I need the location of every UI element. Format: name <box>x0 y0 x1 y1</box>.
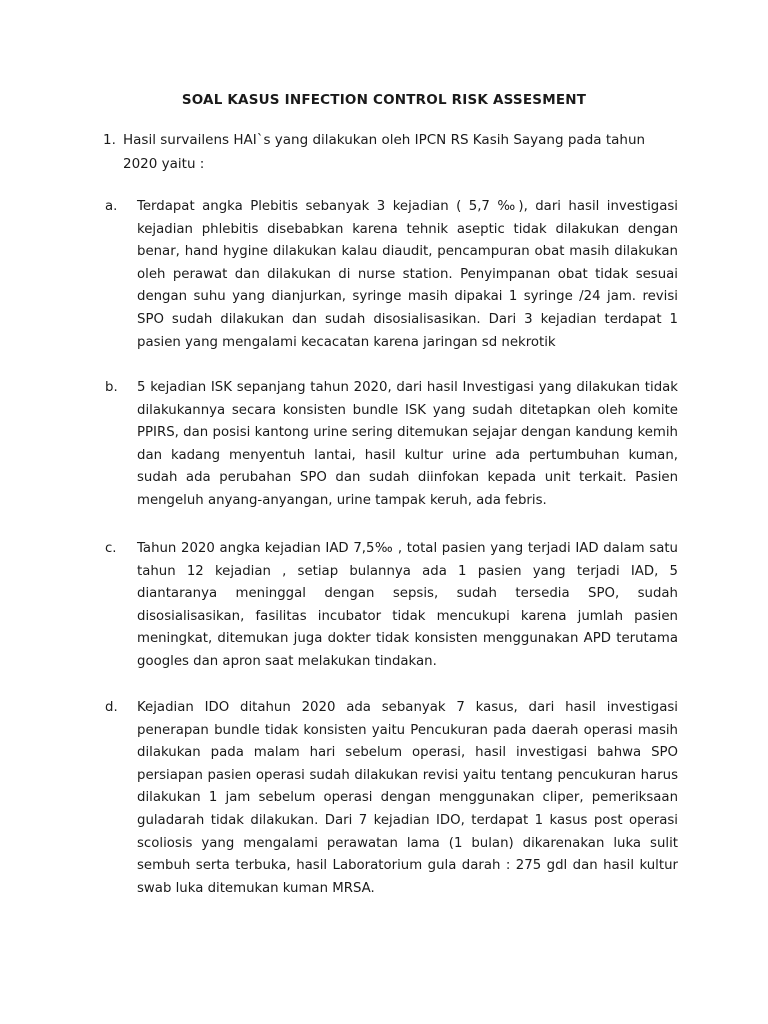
case-letter: c. <box>105 541 117 556</box>
question-1 <box>103 128 683 176</box>
question-number: 1. <box>103 132 116 148</box>
case-letter: d. <box>105 700 118 715</box>
case-text: Tahun 2020 angka kejadian IAD 7,5‰ , total pasien yang terjadi IAD dalam satu tahun 12 kejadian , setiap bulannya ada 1 pasien yang terjadi IAD, 5 diantaranya meninggal dengan sepsis, sudah tersedia SPO, sudah disosialisasikan, fasilitas incubator tidak mencukupi karena jumlah pasien meningkat, ditemukan juga dokter tidak konsisten menggunakan APD terutama googles dan apron saat melakukan tindakan. <box>137 541 678 669</box>
question-text: Hasil survailens HAI`s yang dilakukan oleh IPCN RS Kasih Sayang pada tahun 2020 yaitu : <box>123 132 646 172</box>
document-title: SOAL KASUS INFECTION CONTROL RISK ASSESMENT <box>181 92 587 108</box>
case-text: Terdapat angka Plebitis sebanyak 3 kejadian ( 5,7 ‰), dari hasil investigasi kejadian phlebitis disebabkan karena tehnik aseptic tidak dilakukan dengan benar, hand hygine dilakukan kalau diaudit, pencampuran obat masih dilakukan oleh perawat dan dilakukan di nurse station. Penyimpanan obat tidak sesuai dengan suhu yang dianjurkan, syringe masih dipakai 1 syringe /24 jam. revisi SPO sudah dilakukan dan sudah disosialisasikan. Dari 3 kejadian terdapat 1 pasien yang mengalami kecacatan karena jaringan sd nekrotik <box>137 199 678 350</box>
case-item-c <box>105 538 678 674</box>
case-item-a <box>105 196 678 354</box>
case-letter: b. <box>105 380 118 395</box>
case-letter: a. <box>105 199 118 214</box>
case-text: Kejadian IDO ditahun 2020 ada sebanyak 7 kasus, dari hasil investigasi penerapan bundle tidak konsisten yaitu Pencukuran pada daerah operasi masih dilakukan pada malam hari sebelum operasi, hasil investigasi bahwa SPO persiapan pasien operasi sudah dilakukan revisi yaitu tentang pencukuran harus dilakukan 1 jam sebelum operasi dengan menggunakan cliper, pemeriksaan guladarah tidak dilakukan. Dari 7 kejadian IDO, terdapat 1 kasus post operasi scoliosis yang mengalami perawatan lama (1 bulan) dikarenakan luka sulit sembuh serta terbuka, hasil Laboratorium gula darah : 275 gdl dan hasil kultur swab luka ditemukan kuman MRSA. <box>137 700 678 896</box>
case-text: 5 kejadian ISK sepanjang tahun 2020, dari hasil Investigasi yang dilakukan tidak dilakukannya secara konsisten bundle ISK yang sudah ditetapkan oleh komite PPIRS, dan posisi kantong urine sering ditemukan sejajar dengan kandung kemih dan kadang menyentuh lantai, hasil kultur urine ada pertumbuhan kuman, sudah ada perubahan SPO dan sudah diinfokan kepada unit terkait. Pasien mengeluh anyang-anyangan, urine tampak keruh, ada febris. <box>137 380 678 508</box>
case-item-b <box>105 377 678 513</box>
case-item-d <box>105 697 678 900</box>
